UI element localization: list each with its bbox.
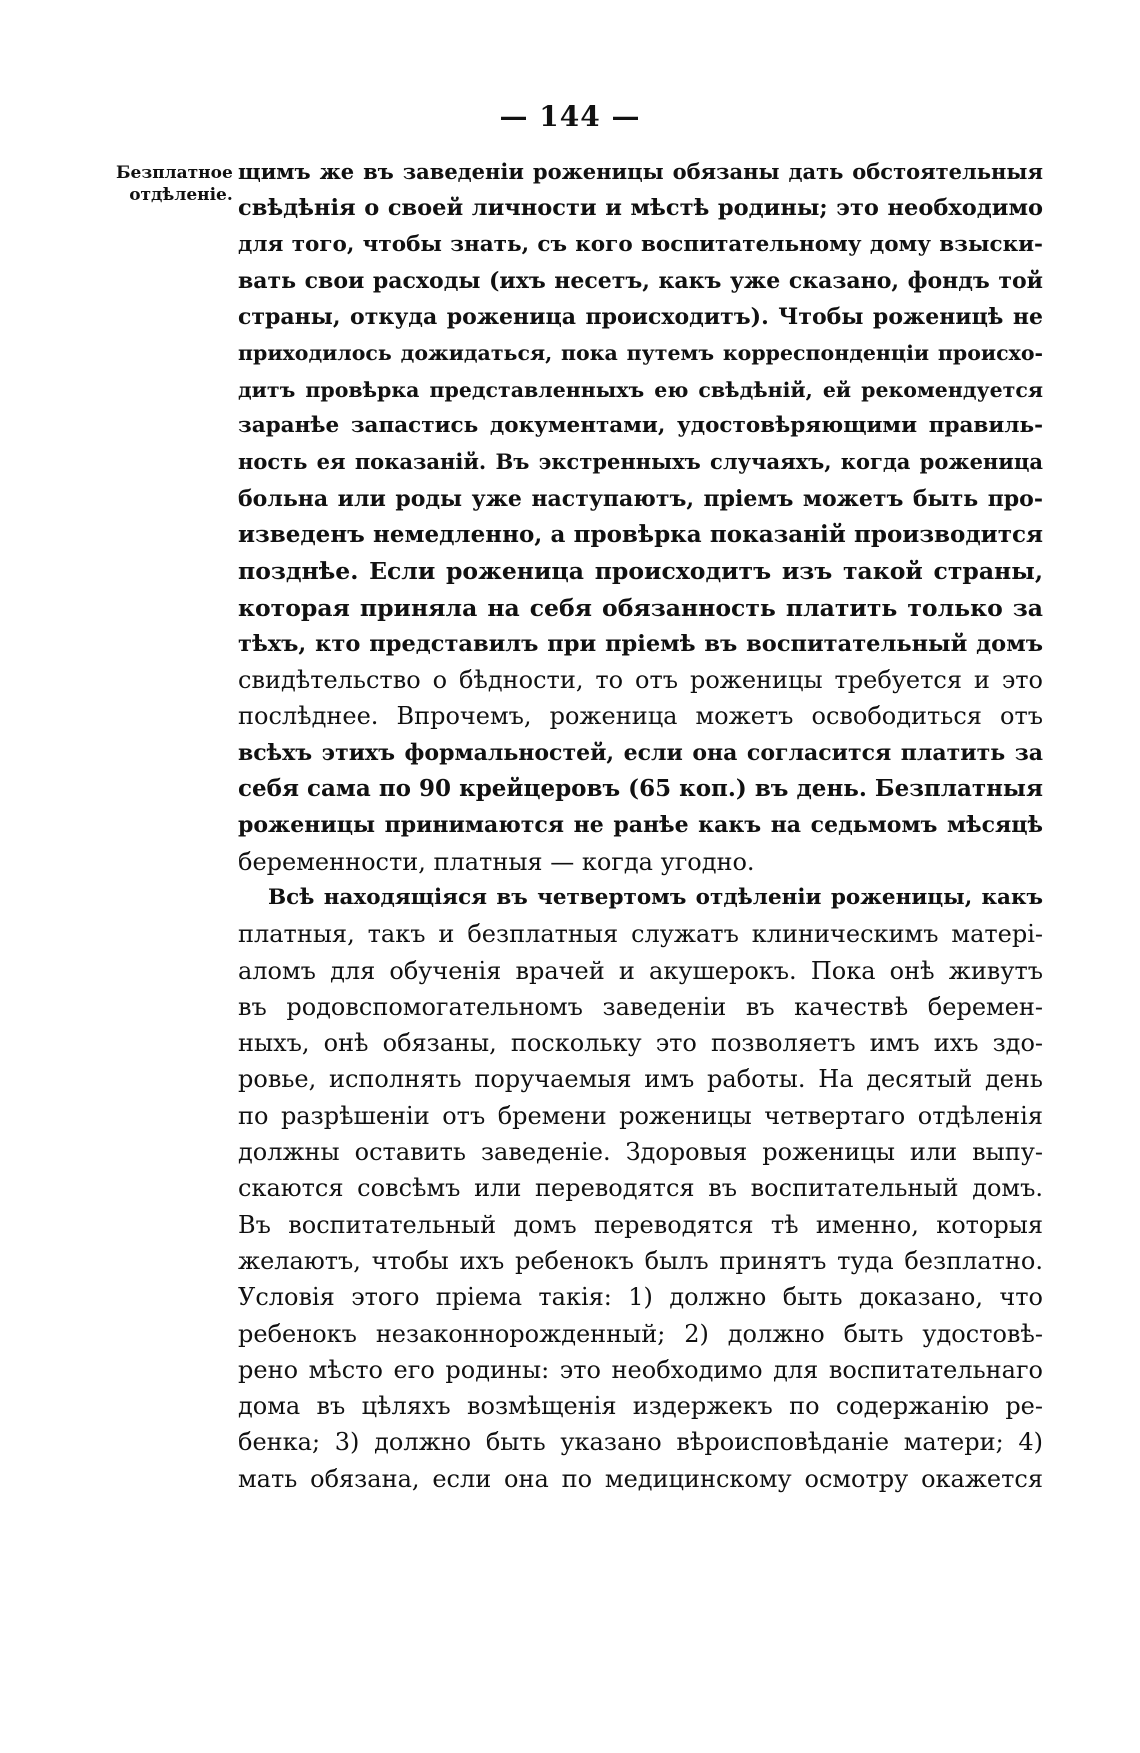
text-line: ныхъ, онѣ обязаны, поскольку это позволяетъ имъ ихъ здо-	[238, 1029, 1043, 1058]
text-line: аломъ для обученія врачей и акушерокъ. Пока онѣ живутъ	[238, 956, 1043, 985]
text-line: въ родовспомогательномъ заведеніи въ качествѣ беремен-	[238, 992, 1043, 1021]
text-line: Условія этого пріема такія: 1) должно быть доказано, что	[238, 1283, 1043, 1312]
text-line: по разрѣшеніи отъ бремени роженицы четвертаго отдѣленія	[238, 1101, 1043, 1130]
text-line: желаютъ, чтобы ихъ ребенокъ былъ принятъ туда безплатно.	[238, 1246, 1043, 1275]
body-text	[238, 154, 1043, 1497]
text-line: страны, откуда роженица происходитъ). Чтобы роженицѣ не	[238, 304, 1043, 331]
text-line: рено мѣсто его родины: это необходимо для воспитательнаго	[238, 1355, 1043, 1384]
text-line: свидѣтельство о бѣдности, то отъ роженицы требуется и это	[238, 666, 1043, 695]
text-line: дитъ провѣрка представленныхъ ею свѣдѣній, ей рекомендуется	[238, 377, 1043, 402]
text-line: мать обязана, если она по медицинскому осмотру окажется	[238, 1464, 1043, 1493]
text-line: роженицы принимаются не ранѣе какъ на седьмомъ мѣсяцѣ	[238, 812, 1043, 839]
text-line: изведенъ немедленно, а провѣрка показаній производится	[238, 520, 1043, 548]
text-line: ребенокъ незаконнорожденный; 2) должно быть удостовѣ-	[238, 1319, 1043, 1348]
text-line: себя сама по 90 крейцеровъ (65 коп.) въ день. Безплатныя	[238, 775, 1043, 803]
text-line: тѣхъ, кто представилъ при пріемѣ въ воспитательный домъ	[238, 630, 1043, 657]
text-line: беременности, платныя — когда угодно.	[238, 847, 755, 876]
text-line: больна или роды уже наступаютъ, пріемъ можетъ быть про-	[238, 485, 1043, 512]
text-line: должны оставить заведеніе. Здоровыя роженицы или выпу-	[238, 1138, 1043, 1167]
margin-note-line-1: Безплатное	[116, 163, 233, 183]
margin-note-line-2: отдѣленіе.	[129, 185, 233, 205]
text-line: Всѣ находящіяся въ четвертомъ отдѣленіи роженицы, какъ	[268, 884, 1043, 910]
text-line: щимъ же въ заведеніи роженицы обязаны дать обстоятельныя	[238, 159, 1043, 184]
text-line: приходилось дожидаться, пока путемъ корреспонденціи происхо-	[238, 341, 1043, 366]
text-line: Въ воспитательный домъ переводятся тѣ именно, которыя	[238, 1210, 1043, 1239]
margin-note	[116, 162, 233, 206]
text-line: бенка; 3) должно быть указано вѣроисповѣданіе матери; 4)	[238, 1428, 1043, 1457]
text-line: дома въ цѣляхъ возмѣщенія издержекъ по содержанію ре-	[238, 1392, 1043, 1421]
text-line: позднѣе. Если роженица происходитъ изъ такой страны,	[238, 557, 1043, 586]
text-line: ровье, исполнять поручаемыя имъ работы. На десятый день	[238, 1065, 1043, 1094]
text-line: заранѣе запастись документами, удостовѣряющими правиль-	[238, 413, 1043, 439]
text-line: вать свои расходы (ихъ несетъ, какъ уже сказано, фондъ той	[238, 267, 1043, 294]
text-line: платныя, такъ и безплатныя служатъ клиническимъ матері-	[238, 920, 1043, 949]
page-number: — 144 —	[499, 100, 641, 133]
text-line: которая приняла на себя обязанность платить только за	[238, 593, 1043, 622]
text-line: всѣхъ этихъ формальностей, если она согласится платить за	[238, 739, 1043, 766]
text-line: скаются совсѣмъ или переводятся въ воспитательный домъ.	[238, 1174, 1043, 1203]
text-line: послѣднее. Впрочемъ, роженица можетъ освободиться отъ	[238, 702, 1043, 731]
text-line: ность ея показаній. Въ экстренныхъ случаяхъ, когда роженица	[238, 449, 1043, 475]
text-line: свѣдѣнія о своей личности и мѣстѣ родины; это необходимо	[238, 195, 1043, 222]
text-line: для того, чтобы знать, съ кого воспитательному дому взыски-	[238, 231, 1043, 257]
